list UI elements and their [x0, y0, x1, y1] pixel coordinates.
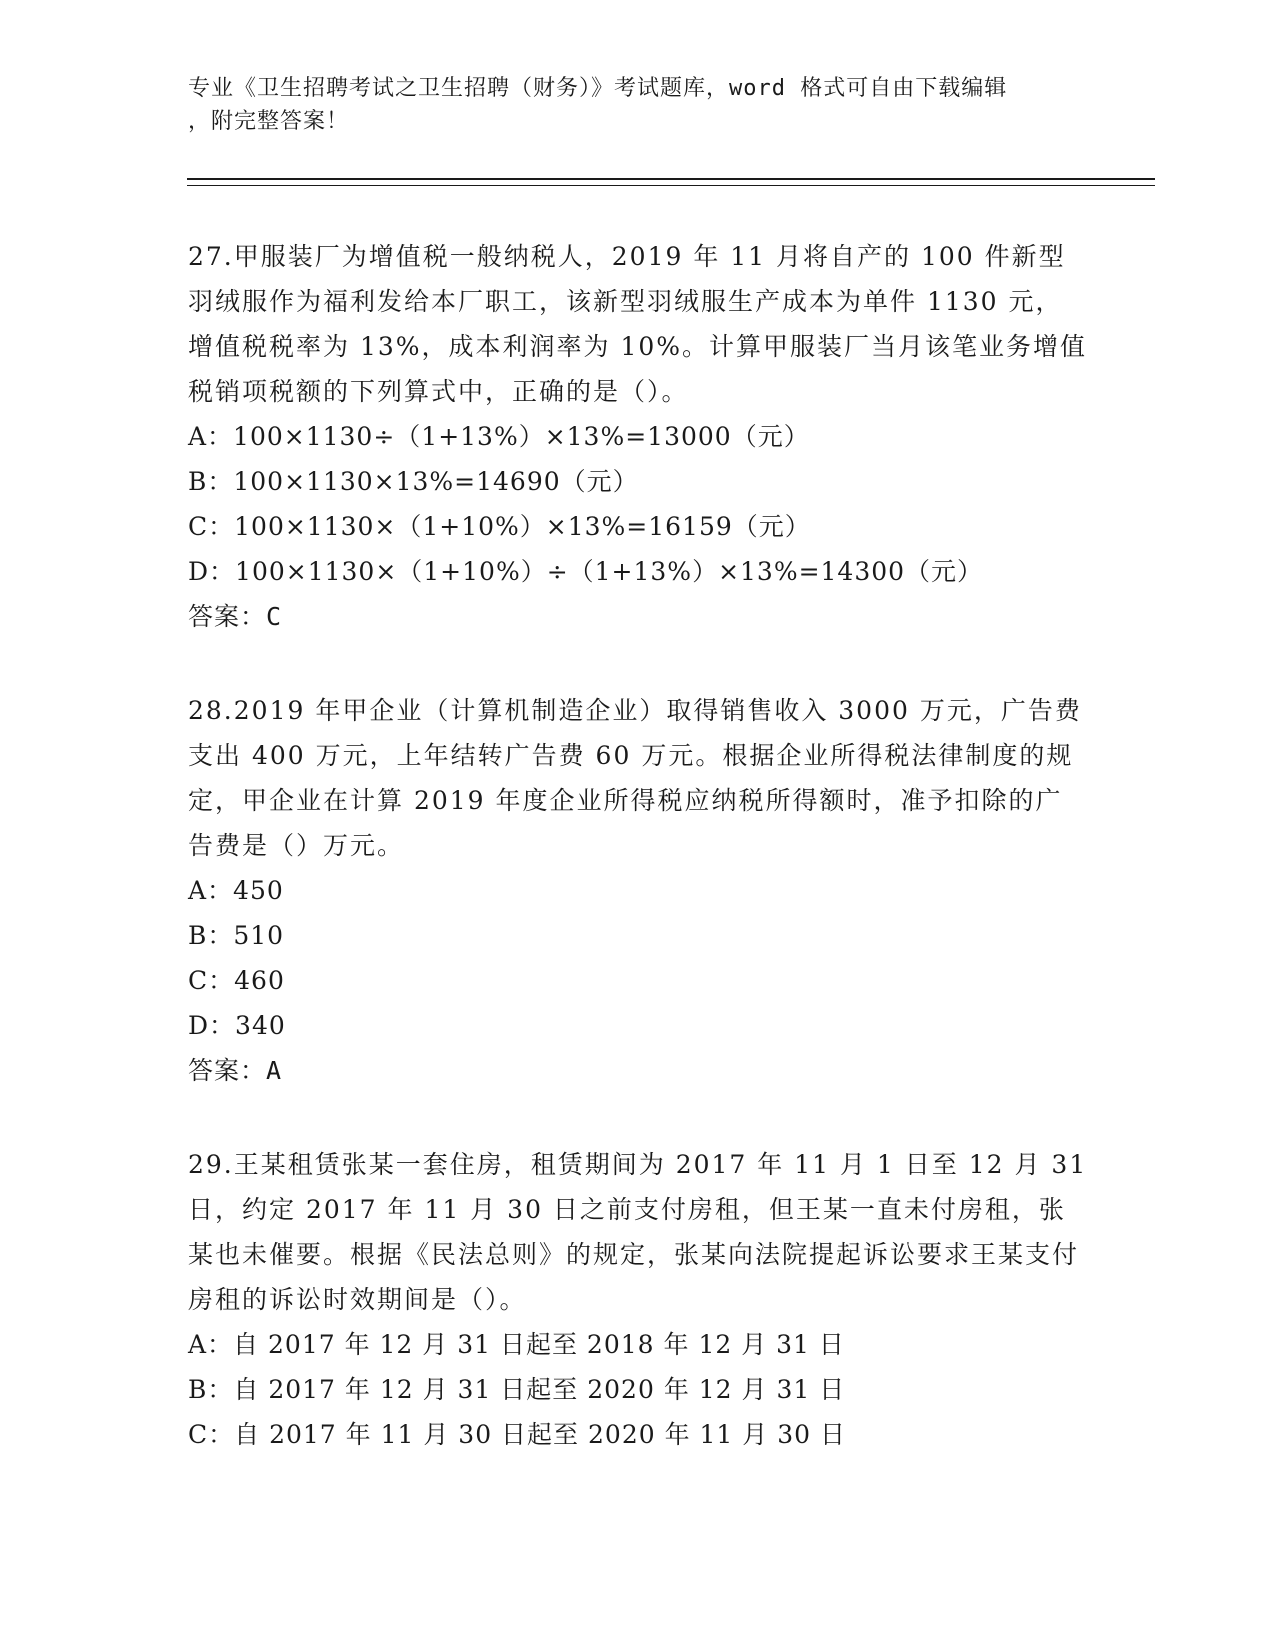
option-b: B：510 — [188, 921, 285, 950]
option-c: C：自 2017 年 11 月 30 日起至 2020 年 11 月 30 日 — [188, 1420, 846, 1449]
option-a: A：自 2017 年 12 月 31 日起至 2018 年 12 月 31 日 — [188, 1330, 845, 1359]
option-a: A：100×1130÷（1+13%）×13%=13000（元） — [188, 422, 810, 451]
option-a: A：450 — [188, 876, 284, 905]
answer-line: 答案：C — [188, 602, 283, 631]
question-stem: 28.2019 年甲企业（计算机制造企业）取得销售收入 3000 万元，广告费支出 400 万元，上年结转广告费 60 万元。根据企业所得税法律制度的规定，甲企业在计算 2019 年度企业所得税应纳税所得额时，准予扣除的广告费是（）万元。 — [188, 696, 1082, 860]
header-text-line-1: 专业《卫生招聘考试之卫生招聘（财务）》考试题库，word 格式可自由下载编辑 — [188, 76, 1008, 101]
option-c: C：100×1130×（1+10%）×13%=16159（元） — [188, 512, 811, 541]
option-d: D：340 — [188, 1011, 286, 1040]
header-text-line-2: ，附完整答案！ — [188, 109, 350, 134]
answer-line: 答案：A — [188, 1056, 283, 1085]
option-b: B：100×1130×13%=14690（元） — [188, 467, 639, 496]
document-header — [188, 72, 1088, 138]
question-29 — [188, 1142, 1088, 1457]
question-stem: 27.甲服装厂为增值税一般纳税人，2019 年 11 月将自产的 100 件新型羽绒服作为福利发给本厂职工，该新型羽绒服生产成本为单件 1130 元，增值税税率为 13%，成本利润率为 10%。计算甲服装厂当月该笔业务增值税销项税额的下列算式中，正确的是（）。 — [188, 242, 1088, 406]
option-c: C：460 — [188, 966, 285, 995]
question-28 — [188, 688, 1088, 1093]
question-stem: 29.王某租赁张某一套住房，租赁期间为 2017 年 11 月 1 日至 12 月 31 日，约定 2017 年 11 月 30 日之前支付房租，但王某一直未付房租，张某也未催要。根据《民法总则》的规定，张某向法院提起诉讼要求王某支付房租的诉讼时效期间是（）。 — [188, 1150, 1088, 1314]
header-divider — [187, 178, 1155, 186]
question-27 — [188, 234, 1088, 639]
option-b: B：自 2017 年 12 月 31 日起至 2020 年 12 月 31 日 — [188, 1375, 846, 1404]
option-d: D：100×1130×（1+10%）÷（1+13%）×13%=14300（元） — [188, 557, 984, 586]
